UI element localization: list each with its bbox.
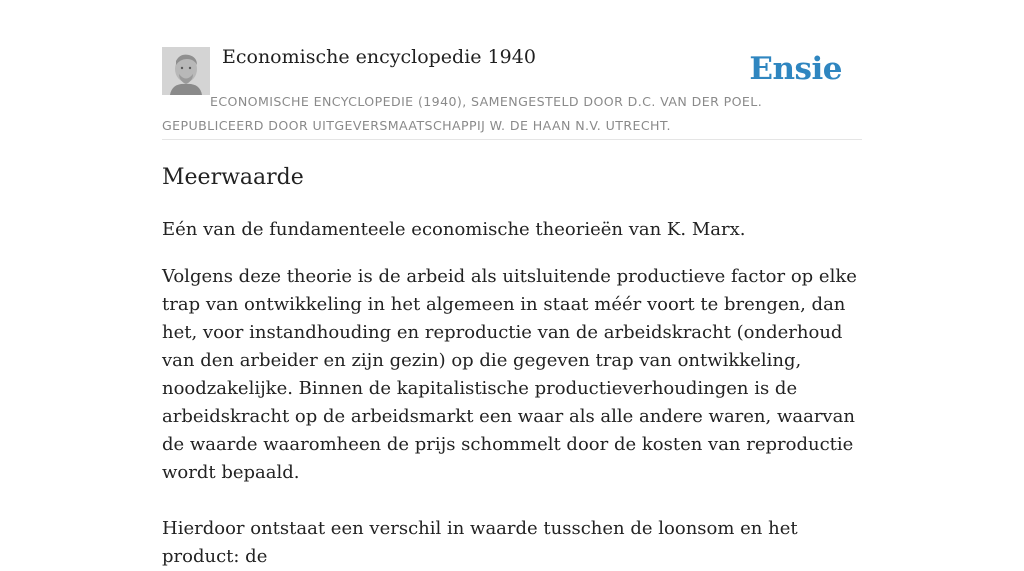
ensie-logo[interactable]: Ensie bbox=[749, 51, 842, 87]
portrait-drawing bbox=[162, 47, 210, 95]
article-title: Meerwaarde bbox=[162, 165, 304, 190]
article-paragraph-difference: Hierdoor ontstaat een verschil in waarde tusschen de loonsom en het product: de bbox=[162, 518, 798, 567]
page bbox=[162, 0, 862, 567]
article-paragraph-theory: Volgens deze theorie is de arbeid als uitsluitende productieve factor op elke trap van ontwikkeling in het algemeen in staat méér voort te brengen, dan het, voor instandhouding en reproductie van de arbeidskracht (onderhoud van den arbeider en zijn gezin) op die gegeven trap van ontwikkeling, noodzakelijke. Binnen de kapitalistische productieverhoudingen is de arbeidskracht op de arbeidsmarkt een waar als alle andere waren, waarvan de waarde waaromheen de prijs schommelt door de kosten van reproductie wordt bepaald. bbox=[162, 266, 857, 483]
site-header bbox=[162, 0, 862, 140]
article-body bbox=[162, 160, 862, 571]
site-title[interactable]: Economische encyclopedie 1940 bbox=[222, 46, 536, 68]
article-paragraph-intro: Eén van de fundamenteele economische theorieën van K. Marx. bbox=[162, 219, 746, 240]
author-portrait-icon[interactable] bbox=[162, 47, 210, 95]
source-description: ECONOMISCHE ENCYCLOPEDIE (1940), SAMENGESTELD DOOR D.C. VAN DER POEL. GEPUBLICEERD DOOR UITGEVERSMAATSCHAPPIJ W. DE HAAN N.V. UTRECHT. bbox=[162, 94, 763, 133]
